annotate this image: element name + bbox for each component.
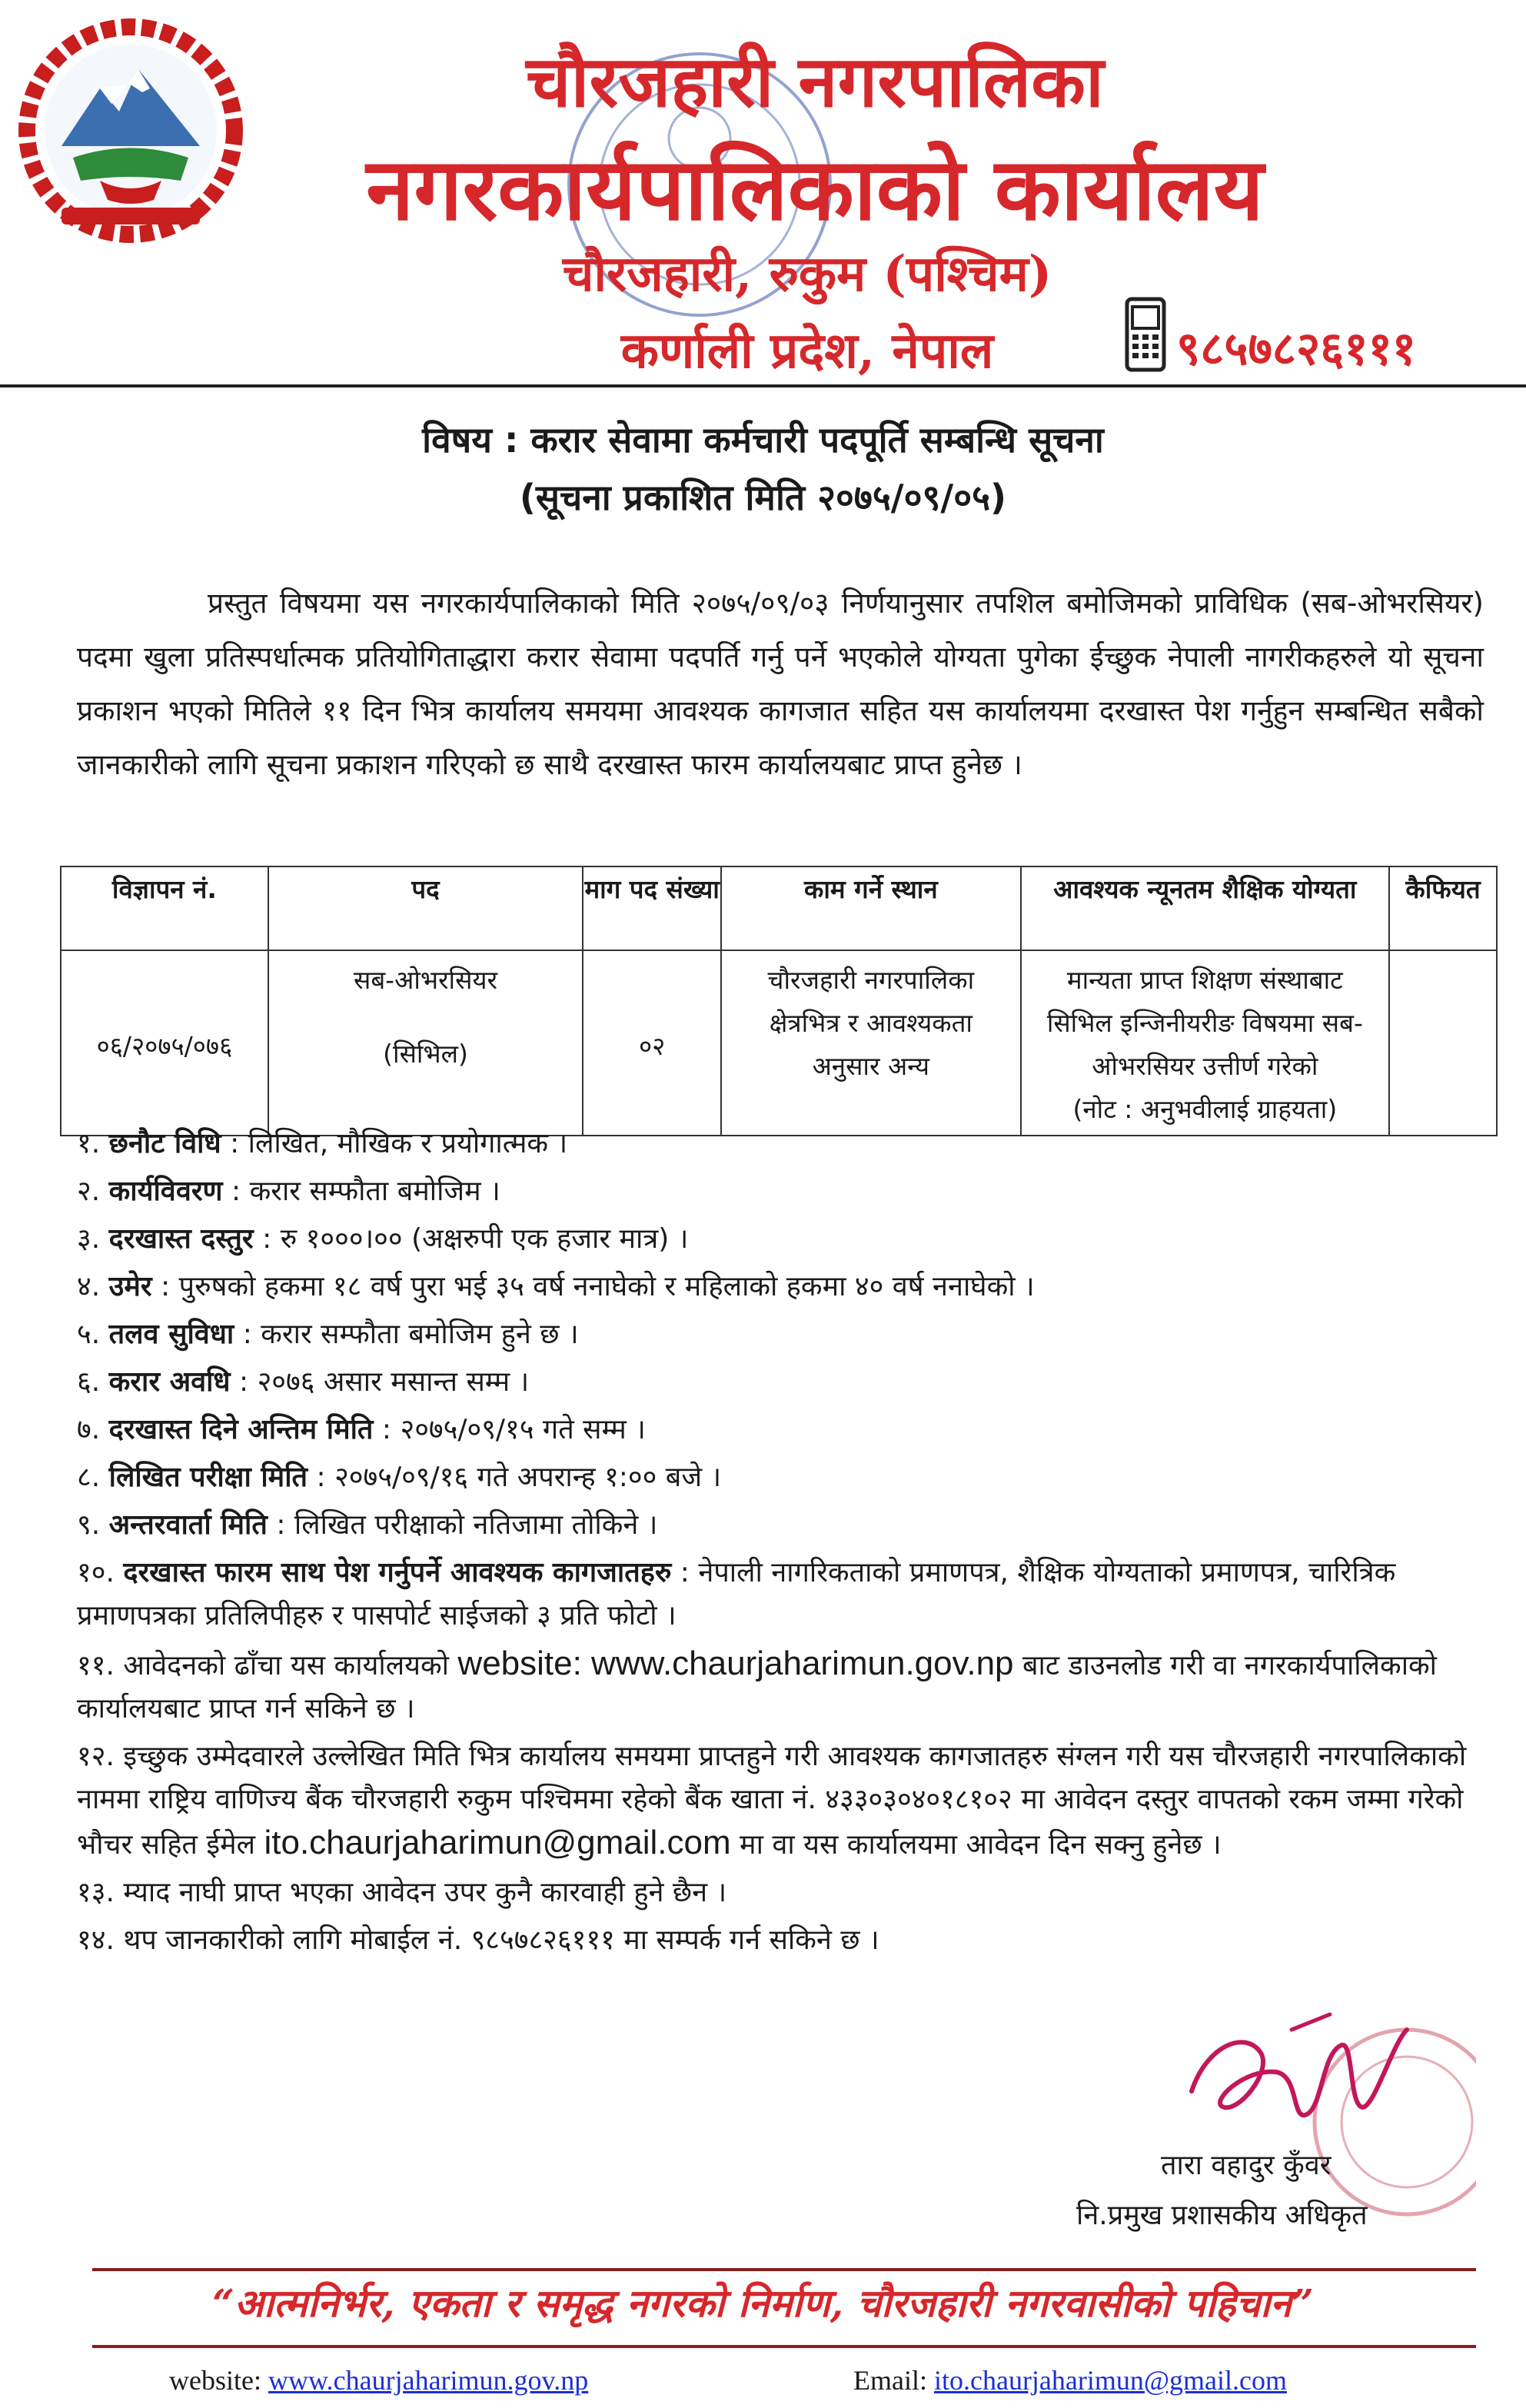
list-item: ११. आवेदनको ढाँचा यस कार्यालयको website: www.chaurjaharimun.gov.np बाट डाउनलोड गरी वा नगरकार्यपालिकाको कार्यालयबाट प्राप्त गर्न सकिने छ । [77,1645,1437,1725]
list-item: १. छनौट विधि : लिखित, मौखिक र प्रयोगात्मक । [77,1128,568,1159]
table-header-row [61,866,1497,950]
list-item: ३. दरखास्त दस्तुर : रु १०००।०० (अक्षरुपी एक हजार मात्र) । [77,1223,689,1255]
list-item: १०. दरखास्त फारम साथ पेश गर्नुपर्ने आवश्यक कागजातहरु : नेपाली नागरिकताको प्रमाणपत्र, शैक्षिक योग्यताको प्रमाणपत्र, चारित्रिक प्रमाणपत्रका प्रतिलिपीहरु र पासपोर्ट साईजको ३ प्रति फोटो । [77,1557,1396,1631]
list-item: ७. दरखास्त दिने अन्तिम मिति : २०७५/०९/१५ गते सम्म । [77,1414,646,1445]
signature-icon [1176,1999,1422,2153]
footer-divider [92,2345,1476,2348]
notice-subject: विषय : करार सेवामा कर्मचारी पदपूर्ति सम्बन्धि सूचना [422,419,1104,461]
col-header-post: पद [268,866,583,950]
cell-remarks [1389,950,1497,1136]
signatory-name: तारा वहादुर कुँवर [1161,2150,1332,2181]
website-inline: website: www.chaurjaharimun.gov.np [457,1645,1014,1682]
address-line-1: चौरजहारी, रुकुम (पश्चिम) [562,245,1052,303]
email-label: Email: [853,2365,927,2396]
col-header-location: काम गर्ने स्थान [721,866,1021,950]
address-line-2: कर्णाली प्रदेश, नेपाल [620,322,994,380]
footer-slogan: “आत्मनिर्भर, एकता र समृद्ध नगरको निर्माण, चौरजहारी नगरवासीको पहिचान” [212,2280,1314,2326]
org-name: चौरजहारी नगरपालिका [526,40,1104,123]
footer-email [853,2364,1287,2396]
list-item: १२. इच्छुक उम्मेदवारले उल्लेखित मिति भित्र कार्यालय समयमा प्राप्तहुने गरी आवश्यक कागजातहरु संग्लन गरी यस चौरजहारी नगरपालिकाको नाममा राष्ट्रिय वाणिज्य बैंक चौरजहारी रुकुम पश्चिममा रहेको बैंक खाता नं. ४३३०३०४०१८१०२ मा आवेदन दस्तुर वापतको रकम जम्मा गरेको भौचर सहित ईमेल ito.chaurjaharimun@gmail.com मा वा यस कार्यालयमा आवेदन दिन सक्नु हुनेछ । [77,1741,1467,1861]
website-label: website: [169,2365,261,2396]
col-header-count: माग पद संख्या [583,866,721,950]
office-phone: ९८५७८२६१११ [1176,322,1416,376]
list-item: ५. तलव सुविधा : करार सम्फौता बमोजिम हुने छ । [77,1319,579,1350]
cell-location: चौरजहारी नगरपालिका क्षेत्रभित्र र आवश्यकता अनुसार अन्य [721,950,1021,1136]
cell-post [268,950,583,1136]
list-item: ४. उमेर : पुरुषको हकमा १८ वर्ष पुरा भई ३५ वर्ष ननाघेको र महिलाको हकमा ४० वर्ष ननाघेको । [77,1271,1035,1302]
cell-ad-no: ०६/२०७५/०७६ [61,950,268,1136]
website-link[interactable]: www.chaurjaharimun.gov.np [268,2365,589,2396]
signatory-title: नि.प्रमुख प्रशासकीय अधिकृत [1076,2200,1368,2231]
qualification-text: मान्यता प्राप्त शिक्षण संस्थाबाट सिभिल इन्जिनीयरीङ विषयमा सब-ओभरसियर उत्तीर्ण गरेको [1046,965,1363,1081]
col-header-remarks: कैफियत [1389,866,1497,950]
col-header-qualification: आवश्यक न्यूनतम शैक्षिक योग्यता [1021,866,1389,950]
list-item: ६. करार अवधि : २०७६ असार मसान्त सम्म । [77,1366,530,1398]
qualification-note: (नोट : अनुभवीलाई ग्राहयता) [1072,1094,1338,1124]
footer-website [169,2364,588,2396]
mobile-phone-icon [1122,296,1169,373]
notice-body: प्रस्तुत विषयमा यस नगरकार्यपालिकाको मिति २०७५/०९/०३ निर्णयानुसार तपशिल बमोजिमको प्राविधिक (सब-ओभरसियर) पदमा खुला प्रतिस्पर्धात्मक प्रतियोगिताद्धारा करार सेवामा पदपर्ति गर्नु पर्ने भएकोले योग्यता पुगेका ईच्छुक नेपाली नागरीकहरुले यो सूचना प्रकाशन भएको मितिले ११ दिन भित्र कार्यालय समयमा आवश्यक कागजात सहित यस कार्यालयमा दरखास्त पेश गर्नुहुन सम्बन्धित सबैको जानकारीको लागि सूचना प्रकाशन गरिएको छ साथै दरखास्त फारम कार्यालयबाट प्राप्त हुनेछ । [77,587,1484,781]
post-name: सब-ओभरसियर [354,965,498,995]
col-header-ad-no: विज्ञापन नं. [61,866,268,950]
terms-list [77,1123,1491,1967]
office-name: नगरकार्यपालिकाको कार्यालय [366,139,1264,240]
list-item: ८. लिखित परीक्षा मिति : २०७५/०९/१६ गते अपरान्ह १:०० बजे । [77,1462,722,1493]
email-inline: ito.chaurjaharimun@gmail.com [264,1824,731,1861]
cell-count: ०२ [583,950,721,1136]
list-item: २. कार्यविवरण : करार सम्फौता बमोजिम । [77,1176,500,1207]
cell-qualification [1021,950,1389,1136]
list-item: १४. थप जानकारीको लागि मोबाईल नं. ९८५७८२६१११ मा सम्पर्क गर्न सकिने छ । [77,1924,879,1956]
table-row [61,950,1497,1136]
email-link[interactable]: ito.chaurjaharimun@gmail.com [933,2365,1288,2396]
publish-date: (सूचना प्रकाशित मिति २०७५/०९/०५) [519,477,1007,518]
post-sub: (सिभिल) [383,1039,468,1069]
header-divider [0,384,1526,387]
list-item: १३. म्याद नाघी प्राप्त भएका आवेदन उपर कुनै कारवाही हुने छैन । [77,1877,727,1908]
vacancy-table [60,866,1498,1136]
footer-divider [92,2268,1476,2271]
government-emblem-icon [15,15,246,246]
list-item: ९. अन्तरवार्ता मिति : लिखित परीक्षाको नतिजामा तोकिने । [77,1509,658,1541]
